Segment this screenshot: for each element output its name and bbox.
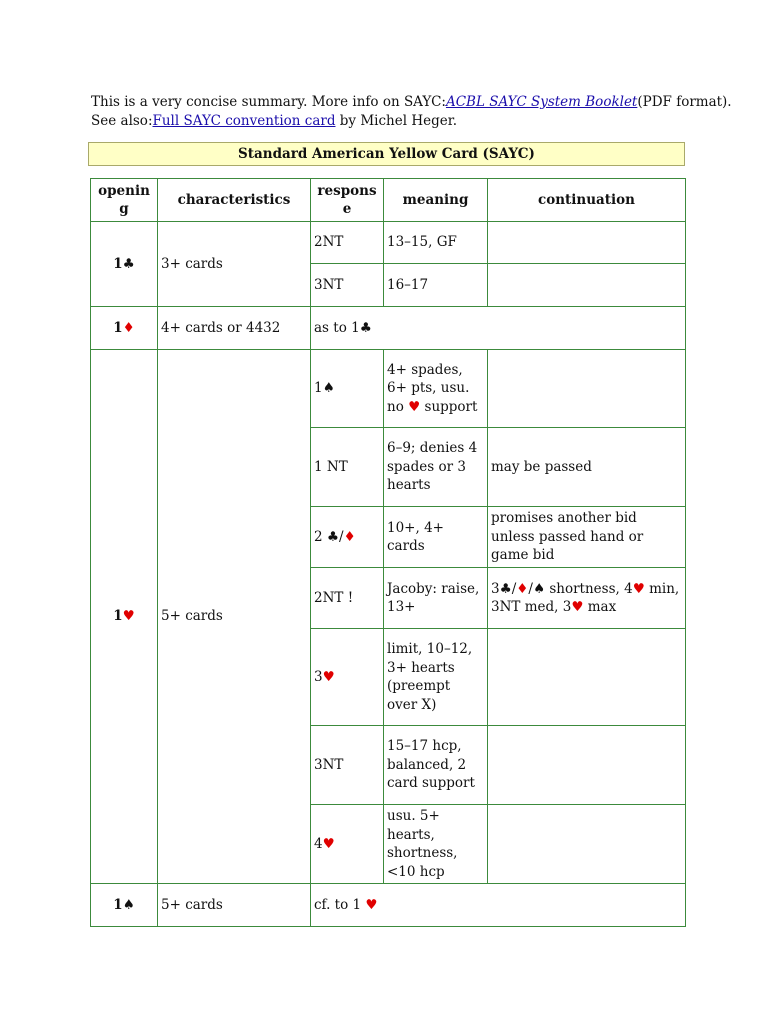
meaning-cell: 15–17 hcp, balanced, 2 card support xyxy=(384,726,488,805)
opening-1-diamond: 1♦ xyxy=(91,307,158,350)
meaning-cell: 4+ spades, 6+ pts, usu. no ♥ support xyxy=(384,350,488,428)
table-row xyxy=(91,884,686,927)
opening-1-club: 1♣ xyxy=(91,222,158,307)
continuation-cell xyxy=(488,222,686,264)
meaning-cell: Jacoby: raise, 13+ xyxy=(384,568,488,629)
continuation-cell xyxy=(488,264,686,307)
table-title-banner: Standard American Yellow Card (SAYC) xyxy=(88,142,685,166)
acbl-booklet-link[interactable]: ACBL SAYC System Booklet xyxy=(445,94,638,110)
characteristics-cell: 5+ cards xyxy=(158,884,311,927)
club-icon: ♣ xyxy=(326,528,339,545)
response-cell: 3NT xyxy=(311,726,384,805)
meaning-cell: 10+, 4+ cards xyxy=(384,507,488,568)
continuation-cell: 3♣/♦/♠ shortness, 4♥ min, 3NT med, 3♥ max xyxy=(488,568,686,629)
table-row xyxy=(91,222,686,264)
diamond-icon: ♦ xyxy=(122,319,135,336)
sayc-table xyxy=(90,178,686,927)
heart-icon: ♥ xyxy=(322,835,335,852)
header-opening: opening xyxy=(91,179,158,222)
meaning-cell: 16–17 xyxy=(384,264,488,307)
diamond-icon: ♦ xyxy=(516,580,529,597)
opening-1-spade: 1♠ xyxy=(91,884,158,927)
club-icon: ♣ xyxy=(359,319,372,336)
response-cell: 2NT xyxy=(311,222,384,264)
meaning-cell: usu. 5+ hearts, shortness, <10 hcp xyxy=(384,805,488,884)
header-response: response xyxy=(311,179,384,222)
heart-icon: ♥ xyxy=(632,580,645,597)
response-cell: 2NT ! xyxy=(311,568,384,629)
characteristics-cell: 5+ cards xyxy=(158,350,311,884)
heart-icon: ♥ xyxy=(322,668,335,685)
continuation-cell xyxy=(488,629,686,726)
characteristics-cell: 4+ cards or 4432 xyxy=(158,307,311,350)
opening-1-heart: 1♥ xyxy=(91,350,158,884)
response-cell: 3♥ xyxy=(311,629,384,726)
response-cell: 4♥ xyxy=(311,805,384,884)
club-icon: ♣ xyxy=(499,580,512,597)
response-cell: 2 ♣/♦ xyxy=(311,507,384,568)
continuation-cell xyxy=(488,726,686,805)
intro-text xyxy=(91,93,732,131)
table-row xyxy=(91,307,686,350)
header-row xyxy=(91,179,686,222)
heart-icon: ♥ xyxy=(408,398,421,415)
response-cell: 1♠ xyxy=(311,350,384,428)
header-meaning: meaning xyxy=(384,179,488,222)
spade-icon: ♠ xyxy=(532,580,546,597)
continuation-cell xyxy=(488,805,686,884)
continuation-cell: promises another bid unless passed hand or game bid xyxy=(488,507,686,568)
intro-line-1: This is a very concise summary. More info on SAYC:ACBL SAYC System Booklet(PDF format). xyxy=(91,94,732,110)
header-continuation: continuation xyxy=(488,179,686,222)
diamond-icon: ♦ xyxy=(343,528,356,545)
characteristics-cell: 3+ cards xyxy=(158,222,311,307)
response-cell: 1 NT xyxy=(311,428,384,507)
intro-line-2: See also:Full SAYC convention card by Michel Heger. xyxy=(91,113,457,129)
table-row xyxy=(91,350,686,428)
heart-icon: ♥ xyxy=(365,896,378,913)
meaning-cell: limit, 10–12, 3+ hearts (preempt over X) xyxy=(384,629,488,726)
header-characteristics: characteristics xyxy=(158,179,311,222)
response-cell: cf. to 1 ♥ xyxy=(311,884,686,927)
meaning-cell: 6–9; denies 4 spades or 3 hearts xyxy=(384,428,488,507)
heart-icon: ♥ xyxy=(571,599,584,615)
response-cell: 3NT xyxy=(311,264,384,307)
meaning-cell: 13–15, GF xyxy=(384,222,488,264)
response-cell: as to 1♣ xyxy=(311,307,686,350)
convention-card-link[interactable]: Full SAYC convention card xyxy=(152,113,336,129)
heart-icon: ♥ xyxy=(122,608,135,625)
spade-icon: ♠ xyxy=(122,896,135,913)
continuation-cell: may be passed xyxy=(488,428,686,507)
spade-icon: ♠ xyxy=(322,380,335,397)
club-icon: ♣ xyxy=(122,255,135,272)
continuation-cell xyxy=(488,350,686,428)
